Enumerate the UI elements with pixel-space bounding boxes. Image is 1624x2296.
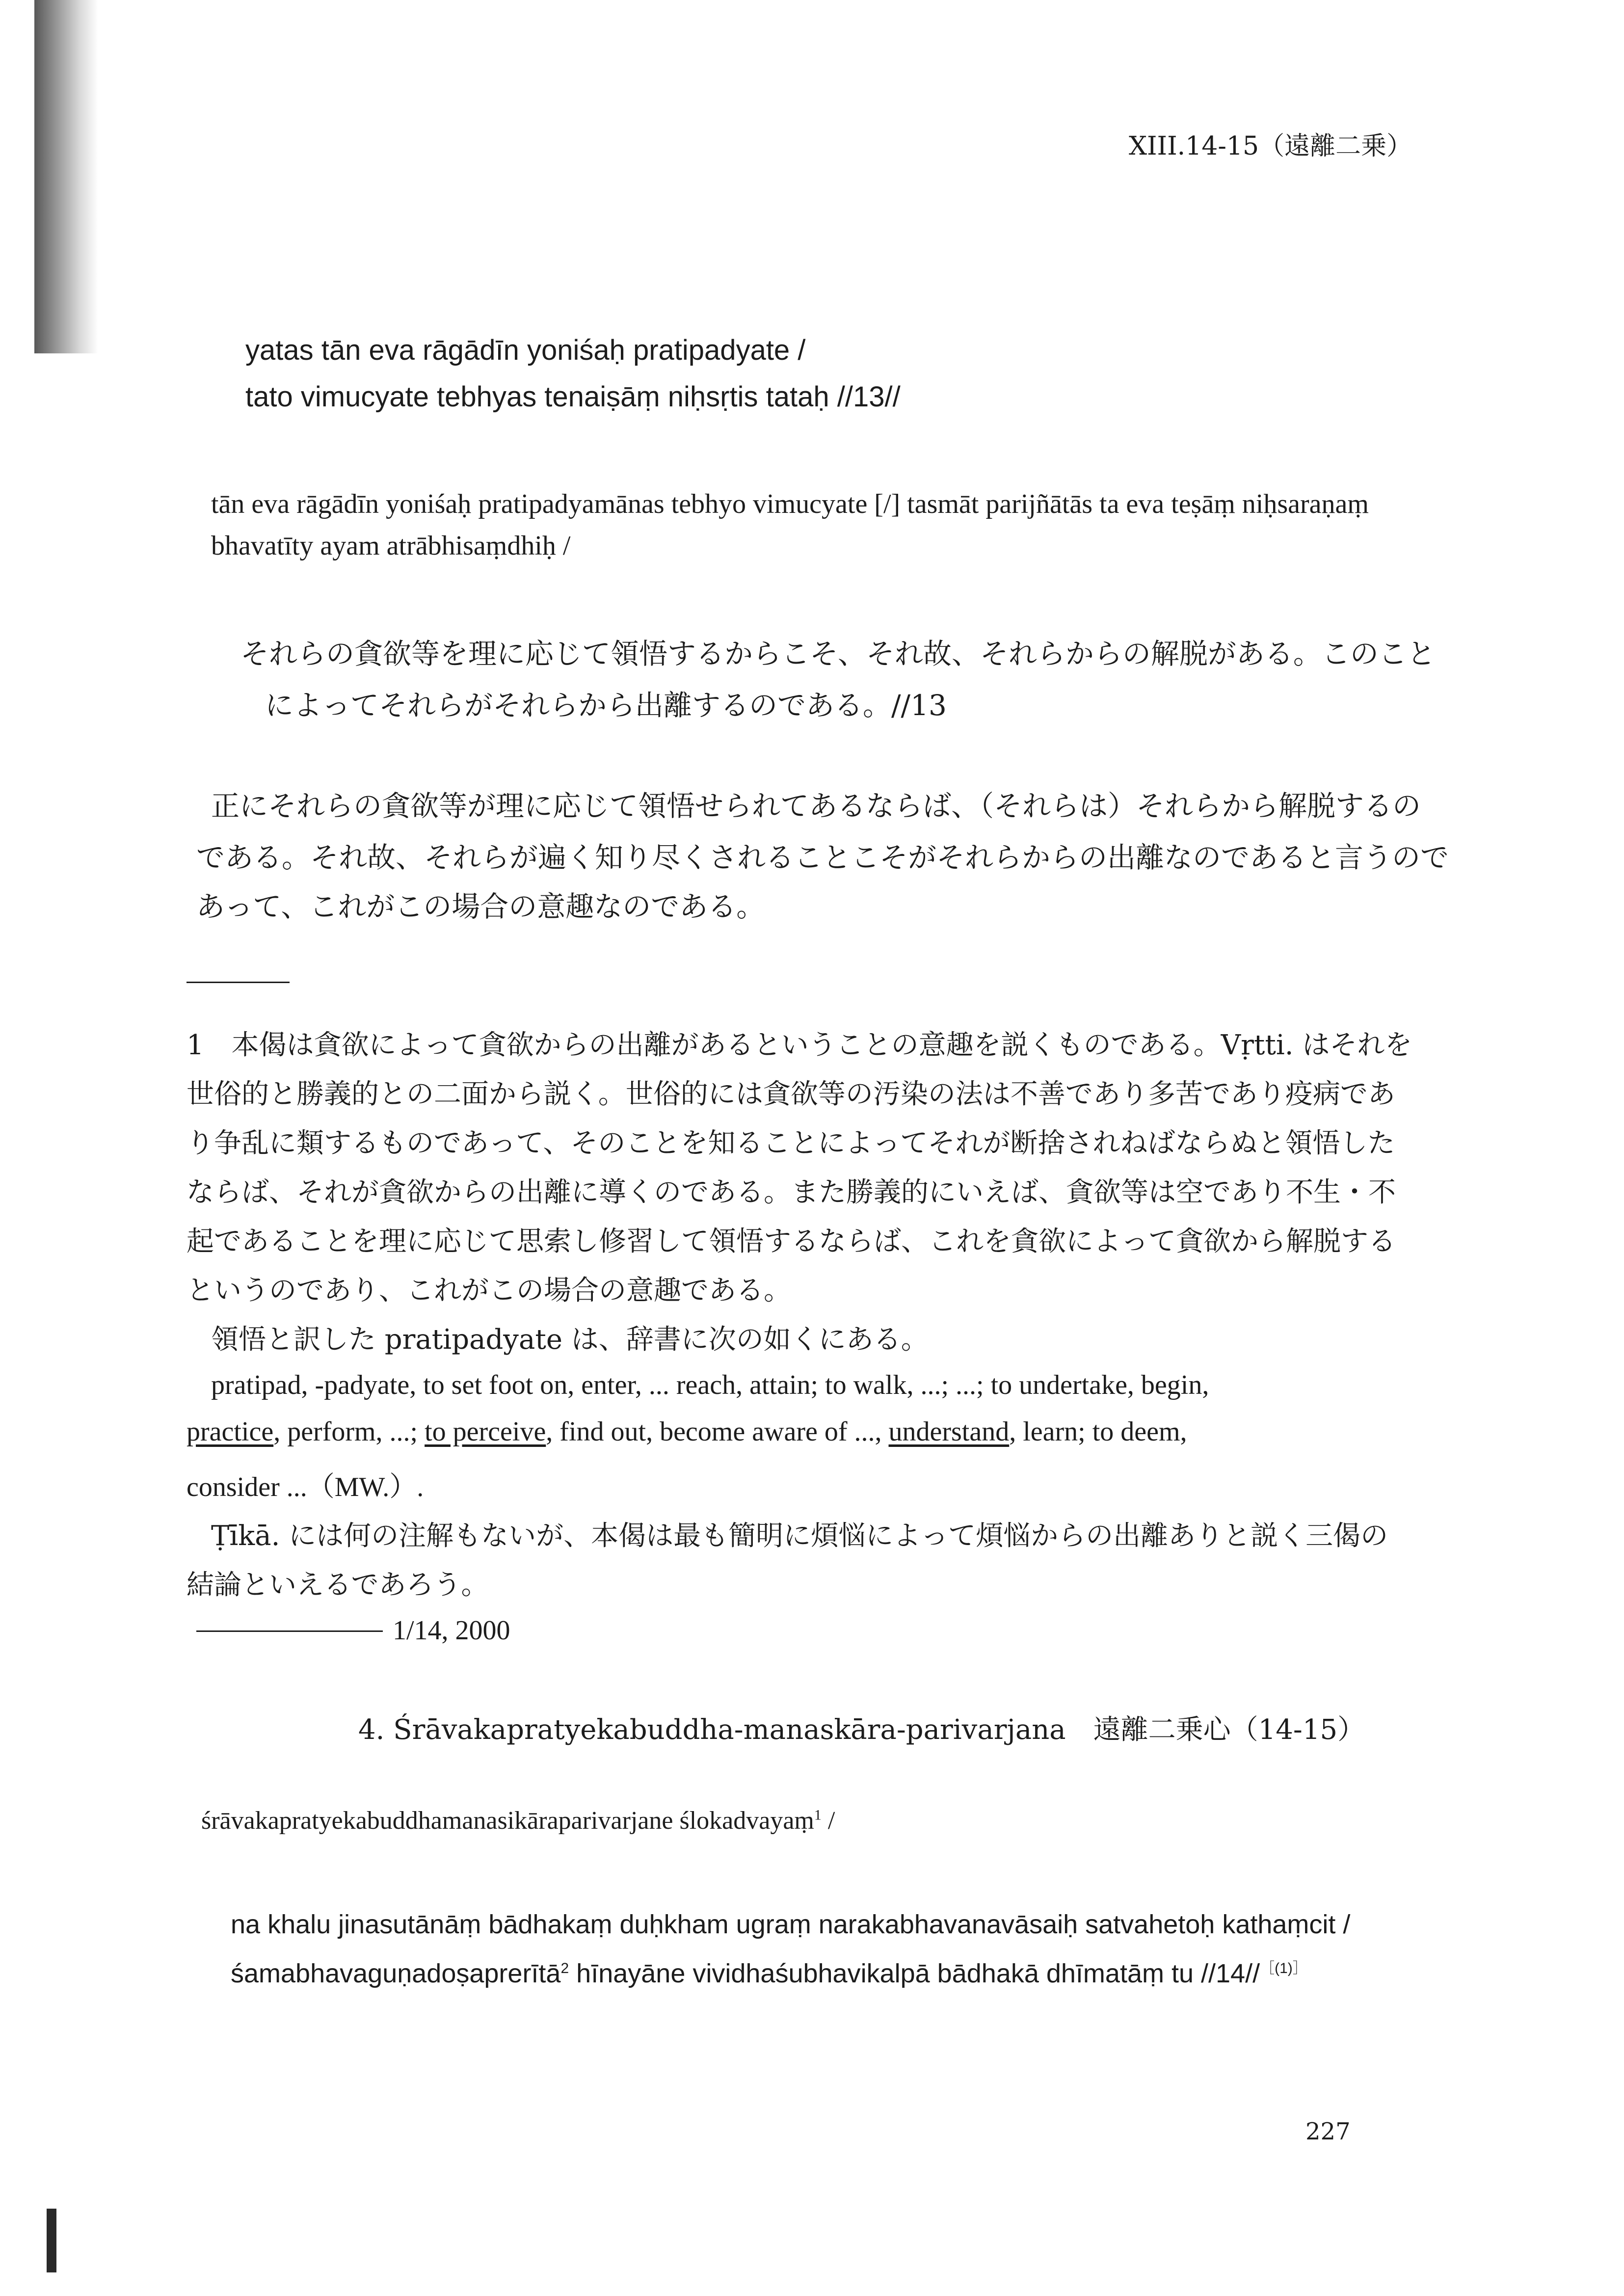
verse-14-line-2a: śamabhavaguṇadoṣaprerītā	[231, 1959, 561, 1988]
verse-13-line-1: yatas tān eva rāgādīn yoniśaḥ pratipadyate /	[245, 334, 806, 366]
running-header: XIII.14-15（遠離二乗）	[1129, 132, 1412, 161]
explanation-13-line-1: 正にそれらの貪欲等が理に応じて領悟せられてあるならば、（それらは）それらから解脱するの	[211, 789, 1421, 823]
footnote-1-line-4: ならば、それが貪欲からの出離に導くのである。また勝義的にいえば、貪欲等は空であり不生・不	[186, 1176, 1396, 1208]
section-4-intro-text: śrāvakapratyekabuddhamanasikāraparivarjane ślokadvayaṃ	[201, 1807, 814, 1835]
footnote-separator	[186, 982, 290, 983]
verse-14-line-2	[231, 1956, 1307, 1989]
dictionary-line-2	[186, 1416, 1187, 1447]
verse-13-line-2: tato vimucyate tebhyas tenaiṣāṃ niḥsṛtis tataḥ //13//	[245, 381, 901, 413]
dictionary-end: , learn; to deem,	[1009, 1416, 1187, 1447]
explanation-13-line-2: である。それ故、それらが遍く知り尽くされることこそがそれらからの出離なのであると言うので	[196, 841, 1449, 874]
footnote-ref-1: 1	[814, 1807, 822, 1823]
dictionary-mid: , find out, become aware of ...,	[546, 1416, 889, 1447]
section-4-heading: 4. Śrāvakapratyekabuddha-manaskāra-parivarjana 遠離二乗心（14-15）	[358, 1714, 1365, 1746]
date-rule	[196, 1630, 383, 1632]
tika-line-1: Ṭīkā. には何の注解もないが、本偈は最も簡明に煩悩によって煩悩からの出離ありと説く三偈の	[211, 1520, 1388, 1552]
dictionary-line-1: pratipad, -padyate, to set foot on, enter, ... reach, attain; to walk, ...; ...; to undertake, begin,	[211, 1370, 1209, 1400]
verse-14-line-1: na khalu jinasutānāṃ bādhakaṃ duḥkham ugraṃ narakabhavanavāsaiḥ satvahetoḥ kathaṃcit /	[231, 1910, 1351, 1939]
underlined-understand: understand	[888, 1416, 1010, 1447]
footnote-1-line-3: り争乱に類するものであって、そのことを知ることによってそれが断捨されねばならぬと領悟した	[186, 1127, 1395, 1159]
dictionary-line-3: consider ...（MW.）.	[186, 1472, 424, 1502]
explanation-13-line-3: あって、これがこの場合の意趣なのである。	[196, 890, 765, 923]
tika-line-2: 結論といえるであろう。	[186, 1569, 489, 1601]
translation-13-line-2: によってそれらがそれらから出離するのである。//13	[265, 689, 947, 722]
dictionary-sep: , perform, ...;	[273, 1416, 425, 1447]
underlined-perceive: to perceive	[425, 1416, 546, 1447]
footnote-ref-2: 2	[560, 1960, 569, 1976]
date-stamp: 1/14, 2000	[393, 1615, 510, 1646]
footnote-1-line-6: というのであり、これがこの場合の意趣である。	[186, 1275, 791, 1307]
scan-edge-shadow	[34, 0, 98, 353]
section-4-intro-end: /	[821, 1807, 835, 1835]
footnote-1-line-1: 1 本偈は貪欲によって貪欲からの出離があるということの意趣を説くものである。Vṛtti. はそれを	[186, 1029, 1412, 1061]
section-4-intro	[201, 1806, 835, 1835]
page-number: 227	[1305, 2118, 1351, 2145]
verse-14-line-2b: hīnayāne vividhaśubhavikalpā bādhakā dhīmatāṃ tu //14//	[569, 1959, 1260, 1988]
footnote-1-line-2: 世俗的と勝義的との二面から説く。世俗的には貪欲等の汚染の法は不善であり多苦であり疫病であ	[186, 1078, 1395, 1110]
footnote-1-line-7: 領悟と訳した pratipadyate は、辞書に次の如くにある。	[211, 1324, 929, 1356]
translation-13-line-1: それらの貪欲等を理に応じて領悟するからこそ、それ故、それらからの解脱がある。このこと	[240, 637, 1436, 670]
reference-mark: ［(1)］	[1260, 1960, 1307, 1976]
commentary-13-line-1: tān eva rāgādīn yoniśaḥ pratipadyamānas tebhyo vimucyate [/] tasmāt parijñātās ta eva teṣāṃ niḥsaraṇaṃ	[211, 489, 1369, 519]
scan-edge-mark	[47, 2209, 56, 2272]
underlined-practice: practice	[186, 1416, 274, 1447]
commentary-13-line-2: bhavatīty ayam atrābhisaṃdhiḥ /	[211, 531, 571, 561]
footnote-1-line-5: 起であることを理に応じて思索し修習して領悟するならば、これを貪欲によって貪欲から解脱する	[186, 1226, 1396, 1257]
